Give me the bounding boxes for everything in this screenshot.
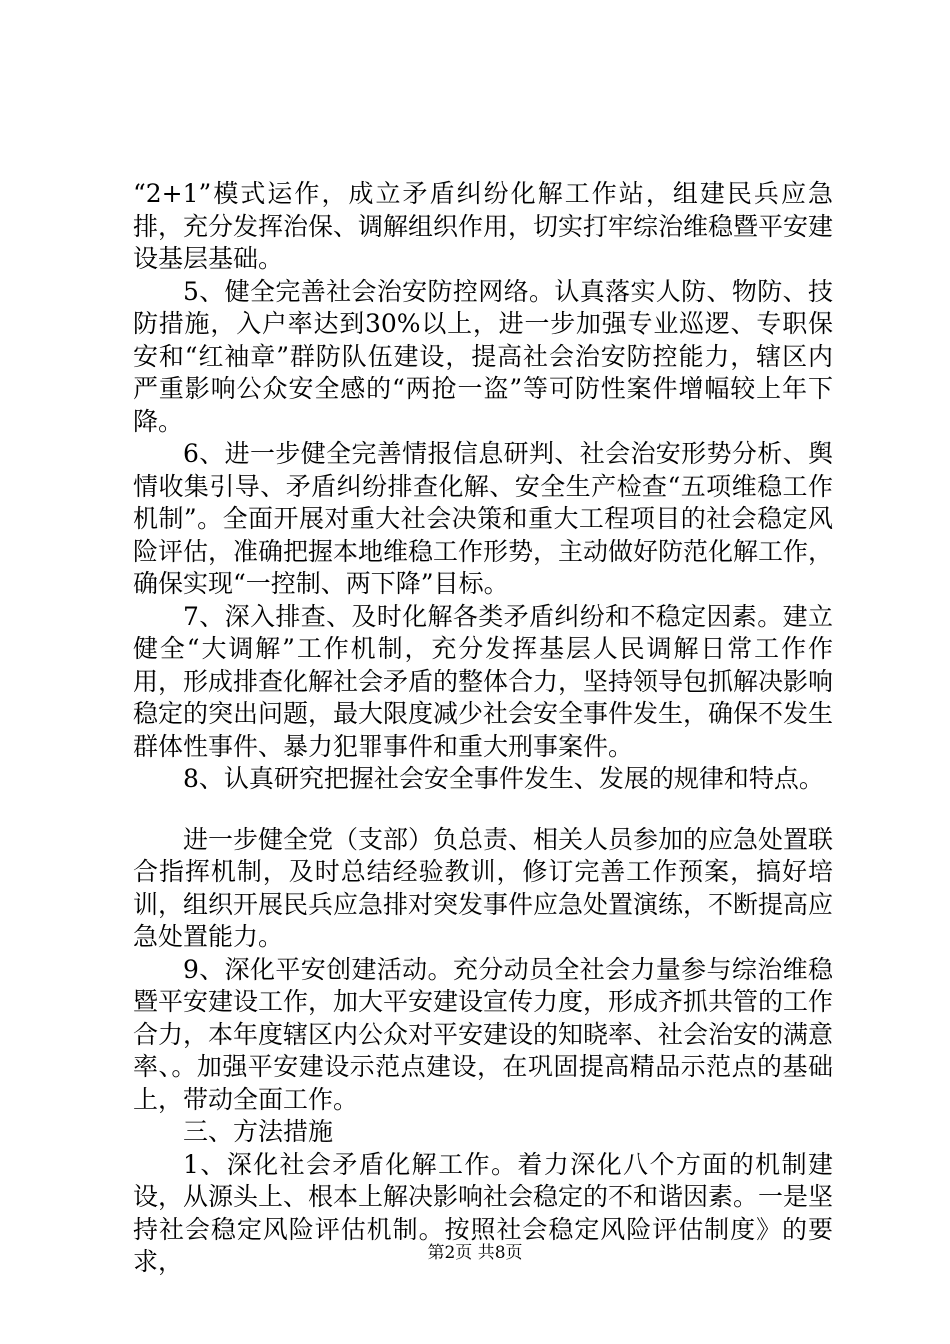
paragraph-item-7: 7、深入排查、及时化解各类矛盾纠纷和不稳定因素。建立健全“大调解”工作机制，充分发挥基层人民调解日常工作作用，形成排查化解社会矛盾的整体合力，坚持领导包抓解决影响稳定的突出问题，最大限度减少社会安全事件发生，确保不发生群体性事件、暴力犯罪事件和重大刑事案件。 bbox=[133, 601, 834, 761]
paragraph-method-1: 1、深化社会矛盾化解工作。着力深化八个方面的机制建设，从源头上、根本上解决影响社会稳定的不和谐因素。一是坚持社会稳定风险评估机制。按照社会稳定风险评估制度》的要求， bbox=[133, 1149, 834, 1276]
paragraph-emergency-mechanism: 进一步健全党（支部）负总责、相关人员参加的应急处置联合指挥机制，及时总结经验教训，修订完善工作预案，搞好培训，组织开展民兵应急排对突发事件应急处置演练，不断提高应急处置能力。 bbox=[133, 824, 834, 951]
paragraph-item-6: 6、进一步健全完善情报信息研判、社会治安形势分析、舆情收集引导、矛盾纠纷排查化解、安全生产检查“五项维稳工作机制”。全面开展对重大社会决策和重大工程项目的社会稳定风险评估，准确把握本地维稳工作形势，主动做好防范化解工作，确保实现“一控制、两下降”目标。 bbox=[133, 439, 834, 598]
section-heading-methods: 三、方法措施 bbox=[183, 1117, 334, 1146]
paragraph-item-8: 8、认真研究把握社会安全事件发生、发展的规律和特点。 bbox=[183, 764, 824, 793]
page-number-footer: 第2页 共8页 bbox=[427, 1243, 523, 1263]
paragraph-continuation: “2+1”模式运作，成立矛盾纠纷化解工作站，组建民兵应急排，充分发挥治保、调解组织作用，切实打牢综治维稳暨平安建设基层基础。 bbox=[133, 179, 834, 273]
document-body bbox=[133, 178, 833, 1279]
paragraph-item-5: 5、健全完善社会治安防控网络。认真落实人防、物防、技防措施，入户率达到30%以上，进一步加强专业巡逻、专职保安和“红袖章”群防队伍建设，提高社会治安防控能力，辖区内严重影响公众安全感的“两抢一盗”等可防性案件增幅较上年下降。 bbox=[133, 276, 833, 436]
paragraph-item-9: 9、深化平安创建活动。充分动员全社会力量参与综治维稳暨平安建设工作，加大平安建设宣传力度，形成齐抓共管的工作合力，本年度辖区内公众对平安建设的知晓率、社会治安的满意率、。加强平安建设示范点建设，在巩固提高精品示范点的基础上，带动全面工作。 bbox=[133, 954, 834, 1114]
